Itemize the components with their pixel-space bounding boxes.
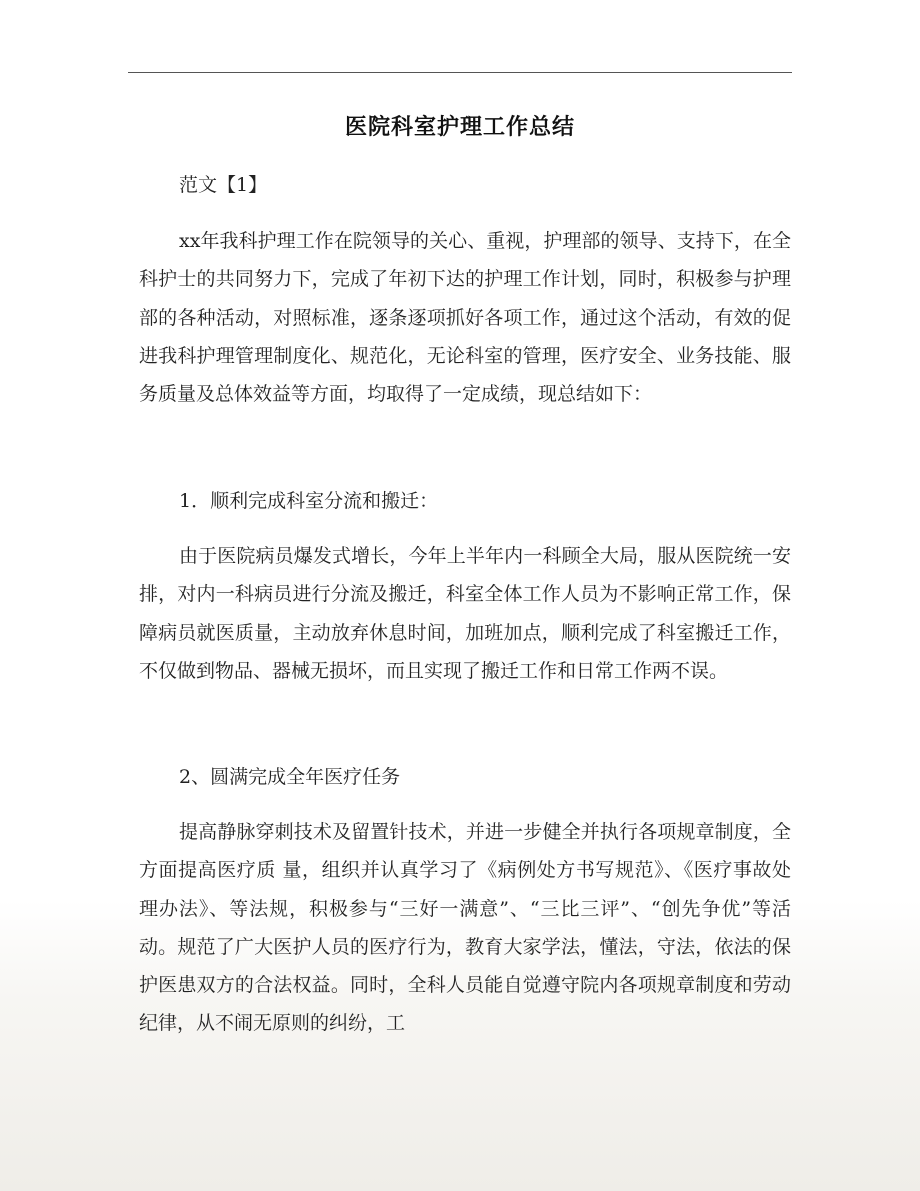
sample-label: 范文【1】 bbox=[179, 174, 268, 196]
header-rule bbox=[128, 72, 792, 73]
intro-paragraph: xx年我科护理工作在院领导的关心、重视，护理部的领导、支持下，在全科护士的共同努力下，完成了年初下达的护理工作计划，同时，积极参与护理部的各种活动，对照标准，逐条逐项抓好各项工作，通过这个活动，有效的促进我科护理管理制度化、规范化，无论科室的管理，医疗安全、业务技能、服务质量及总体效益等方面，均取得了一定成绩，现总结如下： bbox=[139, 230, 791, 406]
section1-heading: 1．顺利完成科室分流和搬迁： bbox=[179, 490, 439, 512]
section2-paragraph: 提高静脉穿刺技术及留置针技术，并进一步健全并执行各项规章制度，全方面提高医疗质 量，组织并认真学习了《病例处方书写规范》、《医疗事故处理办法》、等法规，积极参与“三好一满意”、“三比三评”、“创先争优”等活动。规范了广大医护人员的医疗行为，教育大家学法，懂法，守法，依法的保护医患双方的合法权益。同时，全科人员能自觉遵守院内各项规章制度和劳动纪律，从不闹无原则的纠纷，工 bbox=[139, 821, 791, 1035]
section1-paragraph: 由于医院病员爆发式增长，今年上半年内一科顾全大局，服从医院统一安排，对内一科病员进行分流及搬迁，科室全体工作人员为不影响正常工作，保障病员就医质量，主动放弃休息时间，加班加点，顺利完成了科室搬迁工作，不仅做到物品、器械无损坏，而且实现了搬迁工作和日常工作两不误。 bbox=[139, 545, 791, 682]
section2-heading: 2、圆满完成全年医疗任务 bbox=[179, 766, 401, 788]
document-title: 医院科室护理工作总结 bbox=[344, 114, 575, 140]
